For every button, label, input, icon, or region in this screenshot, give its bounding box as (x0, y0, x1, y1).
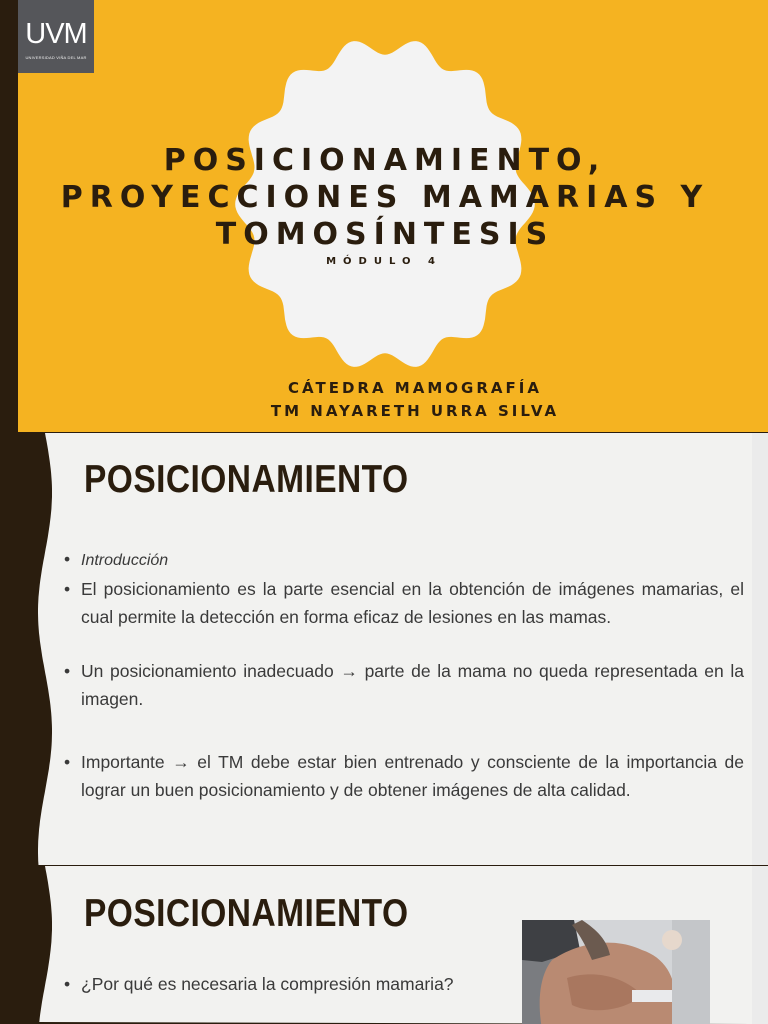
title-line-2: PROYECCIONES MAMARIAS Y (60, 180, 710, 215)
bullet-text: Introducción (81, 552, 169, 569)
logo-text: UVM (25, 18, 87, 50)
bullet-marker: • (64, 549, 71, 569)
course-name: CÁTEDRA MAMOGRAFÍA (288, 379, 542, 397)
list-item (64, 657, 744, 713)
slide-title: POSICIONAMIENTO (84, 892, 409, 935)
bullet-text: ¿Por qué es necesaria la compresión mamaria? (81, 974, 454, 994)
author-name: TM NAYARETH URRA SILVA (270, 402, 560, 420)
content-slide-compression (0, 866, 768, 1024)
list-item (64, 545, 744, 575)
title-line-3: TOMOSÍNTESIS (215, 217, 555, 252)
bullet-marker: • (64, 579, 71, 599)
logo-subtext: UNIVERSIDAD VIÑA DEL MAR (25, 55, 87, 60)
uvm-logo (18, 0, 94, 73)
bullet-marker: • (64, 974, 71, 994)
bullet-list (64, 545, 744, 804)
title-slide (0, 0, 768, 432)
bullet-text: Importante → el TM debe estar bien entrenado y consciente de la importancia de lograr un buen posicionamiento y de obtener imágenes de alta calidad. (81, 752, 744, 800)
author-block (30, 377, 768, 423)
left-accent-bar (0, 0, 18, 432)
slide-title: POSICIONAMIENTO (84, 458, 409, 501)
photo-illustration (522, 920, 710, 1024)
presentation-title (60, 142, 710, 253)
module-label: MÓDULO 4 (326, 256, 442, 267)
content-slide-introduction (0, 433, 768, 865)
mammography-positioning-photo (522, 920, 710, 1024)
bullet-marker: • (64, 752, 71, 772)
right-edge-strip (752, 433, 768, 865)
right-edge-strip (752, 866, 768, 1024)
bullet-text: Un posicionamiento inadecuado → parte de la mama no queda representada en la imagen. (81, 661, 744, 709)
list-item (64, 575, 744, 631)
bullet-text: El posicionamiento es la parte esencial en la obtención de imágenes mamarias, el cual permite la detección en forma eficaz de lesiones en las mamas. (81, 579, 744, 627)
list-item (64, 748, 744, 804)
title-line-1: POSICIONAMIENTO, (163, 143, 607, 178)
bullet-marker: • (64, 661, 71, 681)
